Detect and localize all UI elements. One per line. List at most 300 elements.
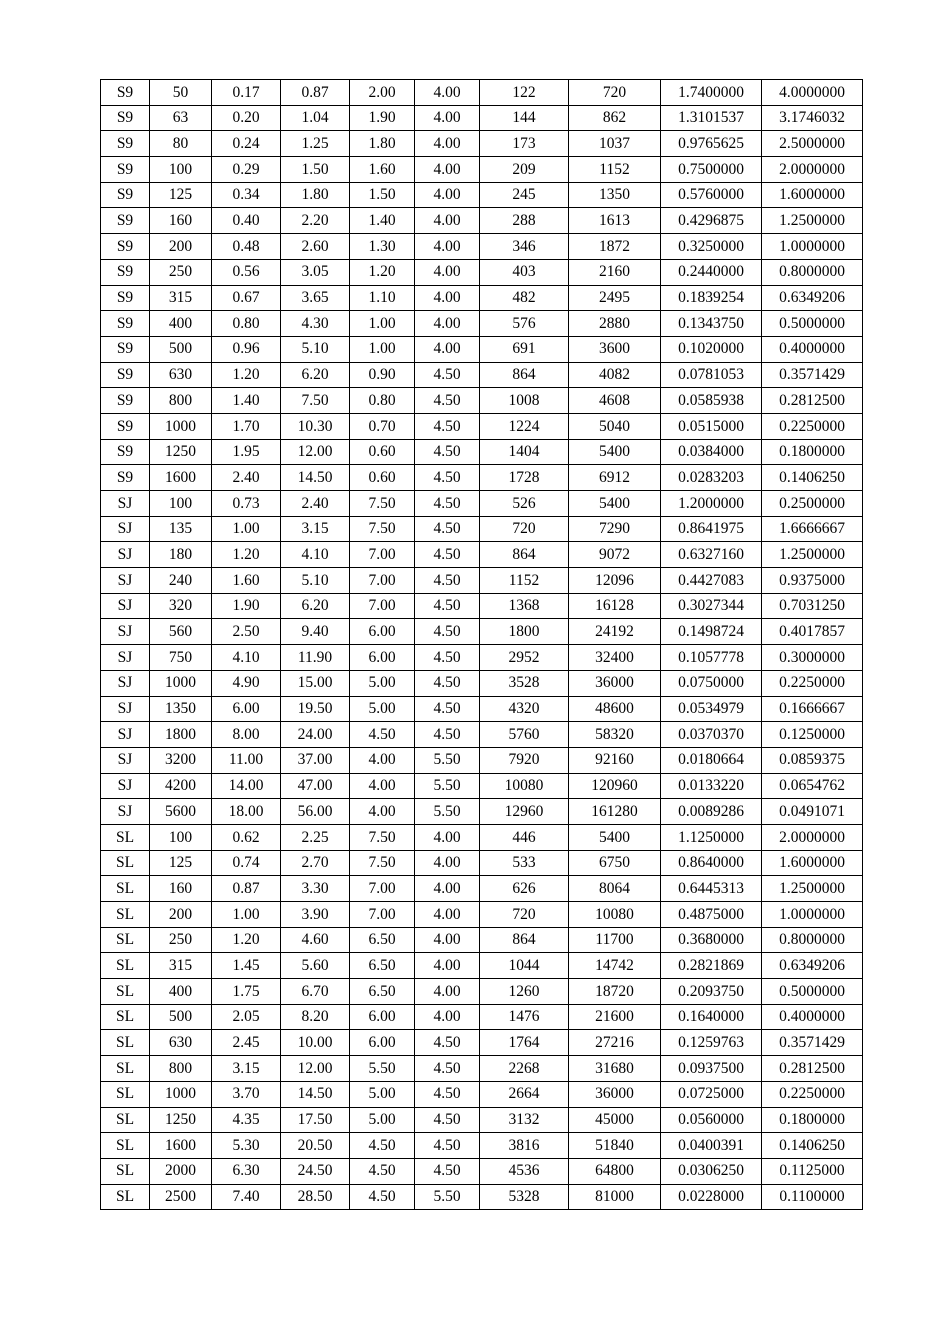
table-cell-col-5: 1.20 bbox=[350, 259, 415, 285]
table-cell-col-6: 4.50 bbox=[415, 413, 480, 439]
table-cell-col-7: 1224 bbox=[480, 413, 569, 439]
table-cell-col-4: 7.50 bbox=[281, 388, 350, 414]
table-cell-col-5: 0.90 bbox=[350, 362, 415, 388]
table-cell-col-3: 5.30 bbox=[212, 1133, 281, 1159]
table-cell-capacity: 560 bbox=[150, 619, 212, 645]
table-cell-col-7: 1152 bbox=[480, 568, 569, 594]
table-cell-capacity: 250 bbox=[150, 927, 212, 953]
table-row bbox=[101, 1004, 863, 1030]
table-cell-col-8: 862 bbox=[569, 105, 661, 131]
table-cell-col-6: 4.00 bbox=[415, 259, 480, 285]
table-cell-col-9: 0.1839254 bbox=[661, 285, 762, 311]
table-row bbox=[101, 182, 863, 208]
table-cell-model: SJ bbox=[101, 773, 150, 799]
table-cell-model: SL bbox=[101, 1133, 150, 1159]
table-cell-capacity: 400 bbox=[150, 311, 212, 337]
table-cell-col-8: 1037 bbox=[569, 131, 661, 157]
table-cell-col-4: 20.50 bbox=[281, 1133, 350, 1159]
table-cell-col-6: 4.00 bbox=[415, 927, 480, 953]
table-cell-col-7: 10080 bbox=[480, 773, 569, 799]
table-cell-col-7: 3816 bbox=[480, 1133, 569, 1159]
table-cell-col-10: 0.1125000 bbox=[762, 1158, 863, 1184]
table-cell-col-6: 4.50 bbox=[415, 542, 480, 568]
table-cell-col-4: 2.20 bbox=[281, 208, 350, 234]
table-cell-col-5: 1.00 bbox=[350, 336, 415, 362]
table-cell-col-8: 31680 bbox=[569, 1056, 661, 1082]
table-cell-col-10: 0.2500000 bbox=[762, 491, 863, 517]
table-cell-col-5: 4.50 bbox=[350, 1158, 415, 1184]
table-cell-col-10: 0.0859375 bbox=[762, 747, 863, 773]
table-cell-model: S9 bbox=[101, 413, 150, 439]
table-cell-col-10: 1.0000000 bbox=[762, 902, 863, 928]
table-cell-col-9: 0.0534979 bbox=[661, 696, 762, 722]
table-cell-capacity: 630 bbox=[150, 362, 212, 388]
table-cell-col-4: 3.90 bbox=[281, 902, 350, 928]
table-cell-col-5: 6.00 bbox=[350, 1004, 415, 1030]
table-row bbox=[101, 80, 863, 106]
table-cell-col-9: 0.0283203 bbox=[661, 465, 762, 491]
table-cell-col-6: 4.00 bbox=[415, 157, 480, 183]
table-cell-col-3: 1.20 bbox=[212, 362, 281, 388]
table-cell-col-10: 2.0000000 bbox=[762, 824, 863, 850]
table-cell-col-3: 1.00 bbox=[212, 902, 281, 928]
table-cell-col-9: 0.1259763 bbox=[661, 1030, 762, 1056]
transformer-spec-table bbox=[100, 79, 863, 1210]
table-cell-col-8: 161280 bbox=[569, 799, 661, 825]
table-cell-model: SL bbox=[101, 1107, 150, 1133]
table-cell-model: SL bbox=[101, 1184, 150, 1210]
table-cell-col-4: 4.30 bbox=[281, 311, 350, 337]
table-cell-col-9: 0.0937500 bbox=[661, 1056, 762, 1082]
table-cell-col-8: 5400 bbox=[569, 491, 661, 517]
table-cell-col-3: 0.48 bbox=[212, 234, 281, 260]
table-cell-col-7: 626 bbox=[480, 876, 569, 902]
table-cell-col-5: 7.00 bbox=[350, 568, 415, 594]
table-cell-col-9: 0.0089286 bbox=[661, 799, 762, 825]
table-cell-col-5: 7.00 bbox=[350, 542, 415, 568]
table-cell-model: S9 bbox=[101, 285, 150, 311]
table-cell-model: S9 bbox=[101, 362, 150, 388]
table-cell-model: S9 bbox=[101, 182, 150, 208]
table-row bbox=[101, 388, 863, 414]
table-cell-capacity: 240 bbox=[150, 568, 212, 594]
table-cell-col-5: 1.80 bbox=[350, 131, 415, 157]
table-cell-capacity: 500 bbox=[150, 336, 212, 362]
table-cell-col-7: 4320 bbox=[480, 696, 569, 722]
table-row bbox=[101, 542, 863, 568]
table-cell-col-10: 0.5000000 bbox=[762, 979, 863, 1005]
table-cell-col-4: 3.65 bbox=[281, 285, 350, 311]
table-cell-col-3: 1.45 bbox=[212, 953, 281, 979]
table-cell-col-4: 6.20 bbox=[281, 593, 350, 619]
table-row bbox=[101, 799, 863, 825]
table-cell-col-4: 6.70 bbox=[281, 979, 350, 1005]
table-cell-col-8: 27216 bbox=[569, 1030, 661, 1056]
table-cell-col-3: 0.87 bbox=[212, 876, 281, 902]
table-cell-col-10: 1.2500000 bbox=[762, 876, 863, 902]
table-row bbox=[101, 927, 863, 953]
table-cell-col-3: 2.50 bbox=[212, 619, 281, 645]
table-cell-capacity: 200 bbox=[150, 234, 212, 260]
table-cell-col-8: 120960 bbox=[569, 773, 661, 799]
table-cell-col-6: 4.00 bbox=[415, 979, 480, 1005]
table-cell-col-8: 8064 bbox=[569, 876, 661, 902]
table-cell-col-6: 4.50 bbox=[415, 1133, 480, 1159]
table-cell-col-3: 0.80 bbox=[212, 311, 281, 337]
table-cell-col-9: 0.4296875 bbox=[661, 208, 762, 234]
table-cell-model: SJ bbox=[101, 799, 150, 825]
table-cell-capacity: 250 bbox=[150, 259, 212, 285]
table-row bbox=[101, 1184, 863, 1210]
table-cell-col-8: 2495 bbox=[569, 285, 661, 311]
table-cell-col-6: 4.00 bbox=[415, 234, 480, 260]
table-cell-col-9: 1.3101537 bbox=[661, 105, 762, 131]
table-cell-capacity: 320 bbox=[150, 593, 212, 619]
table-cell-col-6: 4.00 bbox=[415, 336, 480, 362]
table-row bbox=[101, 670, 863, 696]
table-cell-col-8: 32400 bbox=[569, 645, 661, 671]
table-cell-capacity: 100 bbox=[150, 824, 212, 850]
table-cell-capacity: 3200 bbox=[150, 747, 212, 773]
table-cell-col-10: 0.3571429 bbox=[762, 362, 863, 388]
table-cell-col-8: 24192 bbox=[569, 619, 661, 645]
table-cell-col-4: 2.25 bbox=[281, 824, 350, 850]
table-cell-model: SJ bbox=[101, 747, 150, 773]
table-cell-col-6: 4.00 bbox=[415, 902, 480, 928]
table-cell-col-6: 4.00 bbox=[415, 208, 480, 234]
table-cell-col-7: 1764 bbox=[480, 1030, 569, 1056]
table-cell-col-5: 7.50 bbox=[350, 516, 415, 542]
table-cell-col-6: 5.50 bbox=[415, 1184, 480, 1210]
table-cell-col-3: 6.00 bbox=[212, 696, 281, 722]
table-cell-col-9: 0.5760000 bbox=[661, 182, 762, 208]
table-cell-col-7: 2664 bbox=[480, 1081, 569, 1107]
table-cell-col-10: 1.2500000 bbox=[762, 208, 863, 234]
table-cell-col-7: 482 bbox=[480, 285, 569, 311]
table-cell-capacity: 100 bbox=[150, 157, 212, 183]
table-cell-col-10: 0.3571429 bbox=[762, 1030, 863, 1056]
table-cell-col-8: 4608 bbox=[569, 388, 661, 414]
table-cell-col-3: 0.74 bbox=[212, 850, 281, 876]
table-cell-col-5: 1.50 bbox=[350, 182, 415, 208]
table-cell-col-5: 4.50 bbox=[350, 1133, 415, 1159]
table-cell-capacity: 800 bbox=[150, 388, 212, 414]
table-row bbox=[101, 1056, 863, 1082]
table-cell-col-5: 4.00 bbox=[350, 799, 415, 825]
table-cell-col-8: 2880 bbox=[569, 311, 661, 337]
table-cell-capacity: 1350 bbox=[150, 696, 212, 722]
table-cell-col-5: 6.00 bbox=[350, 619, 415, 645]
table-cell-col-4: 1.50 bbox=[281, 157, 350, 183]
table-row bbox=[101, 259, 863, 285]
table-cell-col-9: 0.0384000 bbox=[661, 439, 762, 465]
table-row bbox=[101, 850, 863, 876]
table-cell-col-5: 5.00 bbox=[350, 1081, 415, 1107]
table-cell-col-5: 1.90 bbox=[350, 105, 415, 131]
table-cell-col-8: 7290 bbox=[569, 516, 661, 542]
table-cell-col-6: 4.00 bbox=[415, 105, 480, 131]
table-cell-col-3: 11.00 bbox=[212, 747, 281, 773]
table-cell-col-8: 5040 bbox=[569, 413, 661, 439]
table-row bbox=[101, 157, 863, 183]
table-cell-col-4: 17.50 bbox=[281, 1107, 350, 1133]
table-cell-col-10: 0.4000000 bbox=[762, 336, 863, 362]
table-cell-col-4: 15.00 bbox=[281, 670, 350, 696]
table-cell-col-9: 0.8640000 bbox=[661, 850, 762, 876]
table-cell-model: S9 bbox=[101, 234, 150, 260]
table-cell-col-9: 0.0585938 bbox=[661, 388, 762, 414]
table-cell-col-5: 0.60 bbox=[350, 439, 415, 465]
table-cell-col-5: 5.00 bbox=[350, 696, 415, 722]
table-cell-model: SL bbox=[101, 1030, 150, 1056]
table-cell-col-7: 7920 bbox=[480, 747, 569, 773]
table-cell-col-7: 446 bbox=[480, 824, 569, 850]
table-cell-col-8: 18720 bbox=[569, 979, 661, 1005]
table-cell-col-3: 0.34 bbox=[212, 182, 281, 208]
table-cell-col-4: 24.00 bbox=[281, 722, 350, 748]
table-row bbox=[101, 593, 863, 619]
table-cell-col-4: 10.00 bbox=[281, 1030, 350, 1056]
table-cell-model: SL bbox=[101, 902, 150, 928]
table-cell-col-9: 0.0306250 bbox=[661, 1158, 762, 1184]
table-cell-model: S9 bbox=[101, 336, 150, 362]
table-cell-capacity: 4200 bbox=[150, 773, 212, 799]
table-cell-col-4: 2.70 bbox=[281, 850, 350, 876]
table-cell-col-3: 0.24 bbox=[212, 131, 281, 157]
table-cell-col-10: 0.2812500 bbox=[762, 388, 863, 414]
table-cell-col-10: 0.7031250 bbox=[762, 593, 863, 619]
table-cell-capacity: 500 bbox=[150, 1004, 212, 1030]
table-cell-model: SJ bbox=[101, 722, 150, 748]
table-cell-col-3: 3.15 bbox=[212, 1056, 281, 1082]
table-cell-col-10: 0.1250000 bbox=[762, 722, 863, 748]
table-cell-col-8: 9072 bbox=[569, 542, 661, 568]
table-cell-col-6: 5.50 bbox=[415, 747, 480, 773]
table-cell-col-5: 6.00 bbox=[350, 1030, 415, 1056]
table-row bbox=[101, 1081, 863, 1107]
table-cell-col-3: 0.62 bbox=[212, 824, 281, 850]
table-cell-col-8: 16128 bbox=[569, 593, 661, 619]
table-cell-col-6: 4.50 bbox=[415, 465, 480, 491]
table-cell-model: SL bbox=[101, 850, 150, 876]
table-cell-col-7: 1476 bbox=[480, 1004, 569, 1030]
table-cell-col-6: 4.00 bbox=[415, 285, 480, 311]
table-cell-capacity: 80 bbox=[150, 131, 212, 157]
table-cell-col-3: 1.90 bbox=[212, 593, 281, 619]
table-cell-model: S9 bbox=[101, 131, 150, 157]
table-cell-col-5: 2.00 bbox=[350, 80, 415, 106]
table-cell-model: SL bbox=[101, 824, 150, 850]
table-cell-model: SJ bbox=[101, 542, 150, 568]
table-row bbox=[101, 747, 863, 773]
table-cell-capacity: 63 bbox=[150, 105, 212, 131]
table-cell-col-10: 1.0000000 bbox=[762, 234, 863, 260]
table-cell-col-6: 4.50 bbox=[415, 491, 480, 517]
table-row bbox=[101, 516, 863, 542]
table-cell-model: S9 bbox=[101, 80, 150, 106]
table-cell-col-10: 0.6349206 bbox=[762, 953, 863, 979]
table-cell-capacity: 1000 bbox=[150, 1081, 212, 1107]
table-cell-col-6: 4.00 bbox=[415, 876, 480, 902]
table-cell-col-3: 1.00 bbox=[212, 516, 281, 542]
table-cell-col-9: 0.1640000 bbox=[661, 1004, 762, 1030]
table-cell-col-8: 720 bbox=[569, 80, 661, 106]
table-cell-col-5: 1.10 bbox=[350, 285, 415, 311]
table-cell-col-6: 4.00 bbox=[415, 131, 480, 157]
table-cell-model: S9 bbox=[101, 105, 150, 131]
table-cell-col-4: 1.80 bbox=[281, 182, 350, 208]
table-cell-col-8: 48600 bbox=[569, 696, 661, 722]
table-cell-col-3: 1.40 bbox=[212, 388, 281, 414]
table-cell-capacity: 1600 bbox=[150, 465, 212, 491]
table-cell-col-8: 11700 bbox=[569, 927, 661, 953]
table-row bbox=[101, 208, 863, 234]
table-cell-col-3: 0.67 bbox=[212, 285, 281, 311]
table-cell-col-7: 864 bbox=[480, 542, 569, 568]
table-cell-col-9: 0.2093750 bbox=[661, 979, 762, 1005]
table-row bbox=[101, 645, 863, 671]
table-cell-col-4: 19.50 bbox=[281, 696, 350, 722]
table-row bbox=[101, 234, 863, 260]
table-row bbox=[101, 696, 863, 722]
table-cell-col-4: 6.20 bbox=[281, 362, 350, 388]
table-cell-col-6: 4.50 bbox=[415, 516, 480, 542]
table-cell-col-4: 47.00 bbox=[281, 773, 350, 799]
table-cell-col-3: 7.40 bbox=[212, 1184, 281, 1210]
table-cell-model: SL bbox=[101, 1056, 150, 1082]
table-cell-model: S9 bbox=[101, 465, 150, 491]
table-cell-col-10: 2.5000000 bbox=[762, 131, 863, 157]
table-cell-col-8: 14742 bbox=[569, 953, 661, 979]
table-cell-col-6: 4.50 bbox=[415, 722, 480, 748]
table-cell-col-10: 0.8000000 bbox=[762, 927, 863, 953]
table-row bbox=[101, 362, 863, 388]
table-cell-col-8: 45000 bbox=[569, 1107, 661, 1133]
table-row bbox=[101, 285, 863, 311]
table-cell-col-6: 4.50 bbox=[415, 696, 480, 722]
table-cell-col-6: 4.00 bbox=[415, 824, 480, 850]
table-cell-col-8: 36000 bbox=[569, 1081, 661, 1107]
table-row bbox=[101, 824, 863, 850]
table-cell-col-10: 0.1100000 bbox=[762, 1184, 863, 1210]
table-cell-col-9: 0.0750000 bbox=[661, 670, 762, 696]
table-cell-col-7: 288 bbox=[480, 208, 569, 234]
table-cell-capacity: 125 bbox=[150, 182, 212, 208]
table-cell-capacity: 160 bbox=[150, 876, 212, 902]
table-cell-capacity: 200 bbox=[150, 902, 212, 928]
table-cell-col-9: 0.1498724 bbox=[661, 619, 762, 645]
table-cell-model: SL bbox=[101, 979, 150, 1005]
table-cell-col-6: 4.50 bbox=[415, 568, 480, 594]
table-cell-col-8: 1152 bbox=[569, 157, 661, 183]
table-cell-col-4: 3.30 bbox=[281, 876, 350, 902]
table-row bbox=[101, 336, 863, 362]
table-cell-col-8: 1613 bbox=[569, 208, 661, 234]
table-cell-col-5: 7.00 bbox=[350, 902, 415, 928]
table-cell-col-7: 346 bbox=[480, 234, 569, 260]
table-cell-model: SJ bbox=[101, 619, 150, 645]
table-cell-col-8: 12096 bbox=[569, 568, 661, 594]
table-cell-col-10: 0.0654762 bbox=[762, 773, 863, 799]
table-cell-capacity: 100 bbox=[150, 491, 212, 517]
table-cell-col-7: 864 bbox=[480, 927, 569, 953]
table-cell-col-5: 5.00 bbox=[350, 1107, 415, 1133]
table-row bbox=[101, 773, 863, 799]
table-cell-capacity: 750 bbox=[150, 645, 212, 671]
table-cell-col-3: 1.75 bbox=[212, 979, 281, 1005]
table-cell-col-10: 1.6000000 bbox=[762, 850, 863, 876]
table-cell-col-8: 5400 bbox=[569, 439, 661, 465]
table-cell-model: S9 bbox=[101, 157, 150, 183]
table-cell-col-7: 1368 bbox=[480, 593, 569, 619]
table-cell-col-8: 92160 bbox=[569, 747, 661, 773]
table-cell-col-9: 0.1057778 bbox=[661, 645, 762, 671]
table-cell-col-7: 4536 bbox=[480, 1158, 569, 1184]
table-cell-col-4: 12.00 bbox=[281, 1056, 350, 1082]
table-cell-col-9: 0.0180664 bbox=[661, 747, 762, 773]
table-cell-capacity: 315 bbox=[150, 285, 212, 311]
table-cell-capacity: 2500 bbox=[150, 1184, 212, 1210]
table-cell-col-7: 691 bbox=[480, 336, 569, 362]
table-cell-col-6: 5.50 bbox=[415, 799, 480, 825]
table-cell-col-8: 21600 bbox=[569, 1004, 661, 1030]
table-cell-col-9: 1.1250000 bbox=[661, 824, 762, 850]
table-cell-col-10: 1.6666667 bbox=[762, 516, 863, 542]
table-cell-col-5: 0.80 bbox=[350, 388, 415, 414]
table-row bbox=[101, 131, 863, 157]
table-cell-col-6: 4.00 bbox=[415, 953, 480, 979]
table-row bbox=[101, 979, 863, 1005]
table-cell-col-5: 4.50 bbox=[350, 1184, 415, 1210]
table-cell-col-5: 0.60 bbox=[350, 465, 415, 491]
table-cell-col-7: 5328 bbox=[480, 1184, 569, 1210]
table-cell-col-10: 0.1666667 bbox=[762, 696, 863, 722]
table-cell-col-7: 1800 bbox=[480, 619, 569, 645]
table-cell-col-5: 5.50 bbox=[350, 1056, 415, 1082]
table-cell-col-4: 28.50 bbox=[281, 1184, 350, 1210]
table-cell-col-6: 4.00 bbox=[415, 1004, 480, 1030]
table-cell-col-10: 0.2250000 bbox=[762, 670, 863, 696]
table-cell-col-7: 245 bbox=[480, 182, 569, 208]
table-cell-col-10: 3.1746032 bbox=[762, 105, 863, 131]
table-cell-col-3: 2.05 bbox=[212, 1004, 281, 1030]
table-cell-capacity: 1000 bbox=[150, 413, 212, 439]
table-cell-col-5: 4.00 bbox=[350, 747, 415, 773]
table-cell-col-6: 4.00 bbox=[415, 182, 480, 208]
table-cell-col-6: 4.50 bbox=[415, 1158, 480, 1184]
table-cell-model: S9 bbox=[101, 388, 150, 414]
table-cell-model: SL bbox=[101, 1004, 150, 1030]
table-cell-col-7: 209 bbox=[480, 157, 569, 183]
table-cell-col-3: 8.00 bbox=[212, 722, 281, 748]
table-cell-col-3: 3.70 bbox=[212, 1081, 281, 1107]
table-cell-col-5: 7.00 bbox=[350, 876, 415, 902]
table-cell-col-6: 5.50 bbox=[415, 773, 480, 799]
table-cell-col-9: 0.4427083 bbox=[661, 568, 762, 594]
table-cell-model: SL bbox=[101, 1081, 150, 1107]
table-cell-model: S9 bbox=[101, 439, 150, 465]
table-cell-col-3: 1.60 bbox=[212, 568, 281, 594]
table-cell-col-9: 0.3680000 bbox=[661, 927, 762, 953]
table-cell-col-7: 533 bbox=[480, 850, 569, 876]
table-cell-capacity: 50 bbox=[150, 80, 212, 106]
table-cell-col-8: 6912 bbox=[569, 465, 661, 491]
table-cell-col-5: 7.00 bbox=[350, 593, 415, 619]
table-cell-col-9: 0.6327160 bbox=[661, 542, 762, 568]
table-cell-col-10: 0.1406250 bbox=[762, 1133, 863, 1159]
table-cell-col-6: 4.50 bbox=[415, 388, 480, 414]
table-cell-col-5: 6.50 bbox=[350, 953, 415, 979]
